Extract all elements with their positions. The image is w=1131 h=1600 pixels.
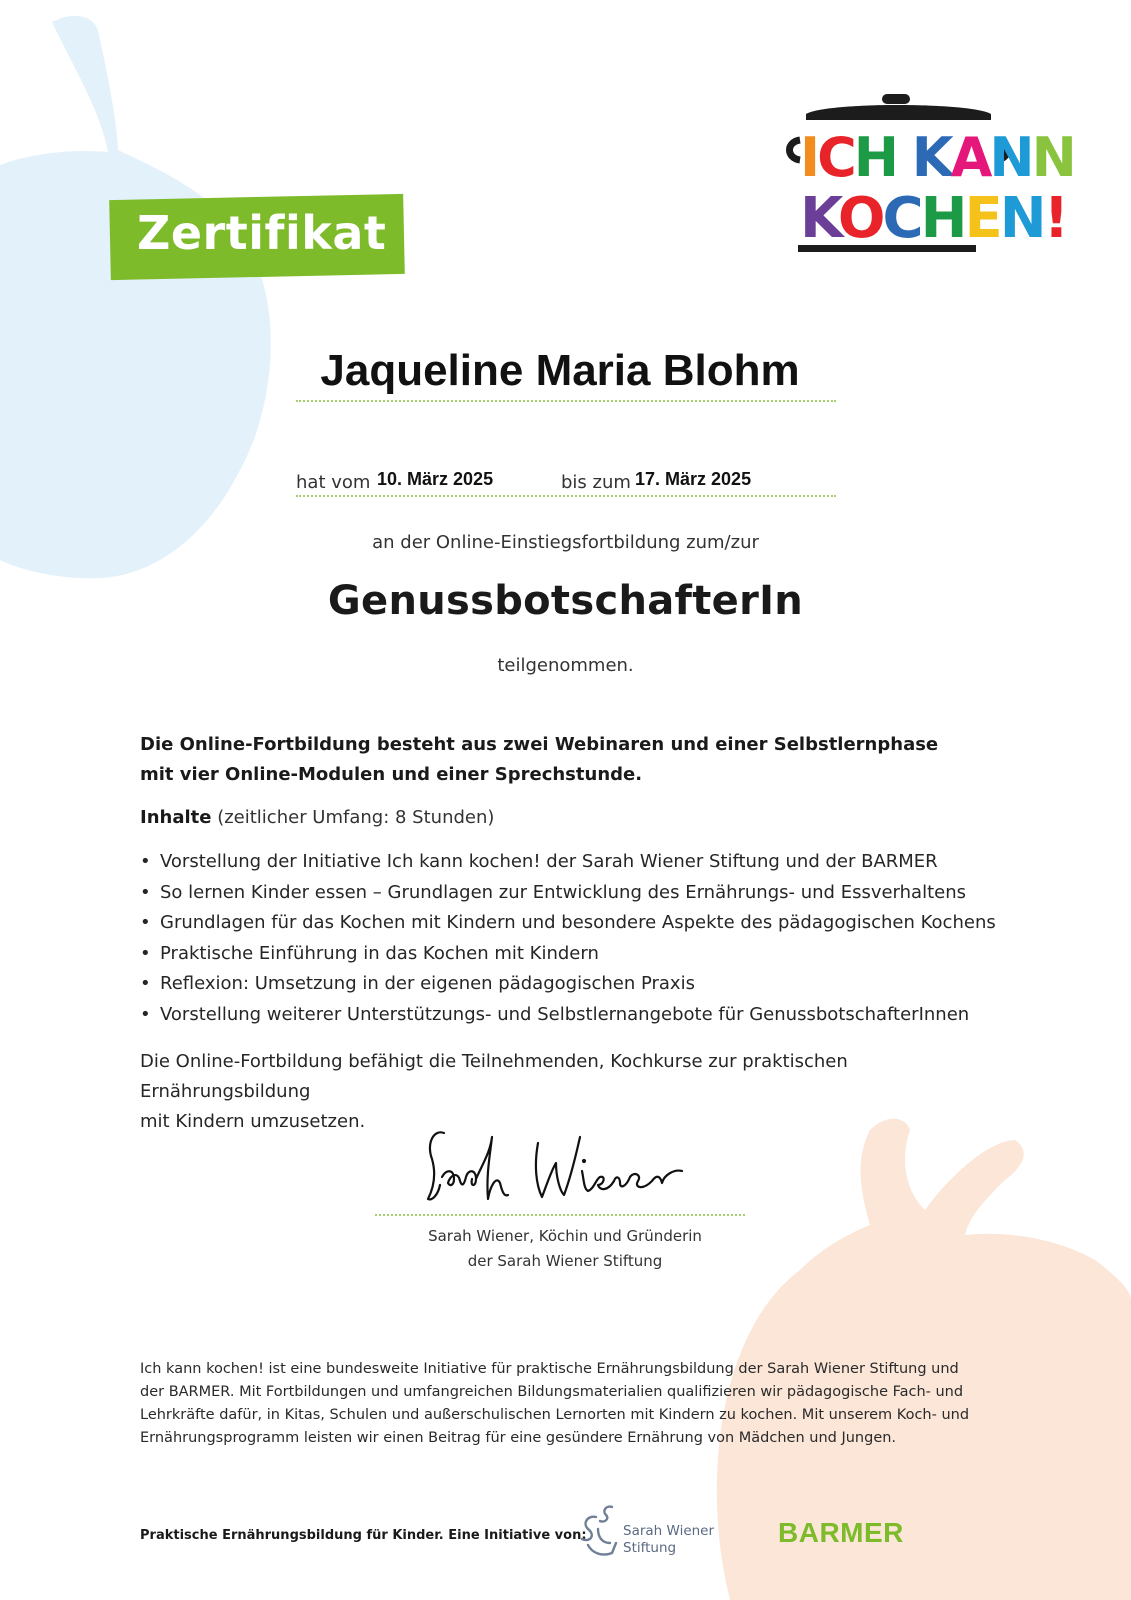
qualification-statement: [140, 1047, 1000, 1137]
list-item: • Reflexion: Umsetzung in der eigenen pädagogischen Praxis: [140, 969, 1040, 1000]
from-label: hat vom: [296, 472, 371, 493]
svg-text:ICH KANN: ICH KANN: [800, 126, 1074, 189]
list-item: • Grundlagen für das Kochen mit Kindern und besondere Aspekte des pädagogischen Kochens: [140, 908, 1040, 939]
initiative-description: [140, 1358, 970, 1450]
signature-caption: [375, 1224, 755, 1274]
to-label: bis zum: [561, 472, 631, 493]
certificate-badge-label: Zertifikat: [137, 206, 387, 260]
to-date: 17. März 2025: [635, 469, 752, 489]
sw-logo-line-1: Sarah Wiener: [623, 1523, 715, 1539]
description-line-2: mit vier Online-Modulen und einer Sprechstunde.: [140, 764, 643, 785]
signature-caption-line-2: der Sarah Wiener Stiftung: [467, 1252, 663, 1270]
qualification-line-2: mit Kindern umzusetzen.: [140, 1111, 366, 1132]
list-item: • Vorstellung der Initiative Ich kann kochen! der Sarah Wiener Stiftung und der BARMER: [140, 847, 1040, 878]
contents-list: [140, 847, 1040, 1030]
svg-text:KOCHEN!: KOCHEN!: [800, 186, 1067, 251]
course-intro: an der Online-Einstiegsfortbildung zum/zur: [372, 532, 759, 553]
contents-heading: [140, 807, 1000, 828]
footer-line: Lehrkräfte dafür, in Kitas, Schulen und außerschulischen Lernorten mit Kindern zu kochen. Mit unserem Koch- und: [140, 1407, 970, 1423]
name-underline: [296, 400, 836, 402]
footer-line: Ich kann kochen! ist eine bundesweite Initiative für praktische Ernährungsbildung der Sarah Wiener Stiftung und: [140, 1361, 959, 1377]
list-item: • So lernen Kinder essen – Grundlagen zur Entwicklung des Ernährungs- und Essverhaltens: [140, 878, 1040, 909]
from-date: 10. März 2025: [377, 469, 494, 489]
course-description: [140, 730, 1000, 790]
footer-line: Ernährungsprogramm leisten wir einen Beitrag für eine gesündere Ernährung von Mädchen und Jungen.: [140, 1430, 897, 1446]
participant-name: Jaqueline Maria Blohm: [320, 346, 800, 395]
sw-logo-line-2: Stiftung: [623, 1540, 677, 1556]
barmer-logo: BARMER: [778, 1517, 904, 1548]
description-line-1: Die Online-Fortbildung besteht aus zwei Webinaren und einer Selbstlernphase: [140, 734, 939, 755]
signature-line: [375, 1214, 745, 1216]
contents-scope: (zeitlicher Umfang: 8 Stunden): [217, 807, 495, 828]
signature-caption-line-1: Sarah Wiener, Köchin und Gründerin: [428, 1227, 702, 1245]
initiative-label: Praktische Ernährungsbildung für Kinder. Eine Initiative von:: [140, 1528, 587, 1543]
sarah-wiener-stiftung-logo-text: [623, 1523, 714, 1557]
list-item: • Vorstellung weiterer Unterstützungs- und Selbstlernangebote für GenussbotschafterInnen: [140, 1000, 1040, 1031]
contents-label: Inhalte: [140, 807, 212, 828]
course-title: GenussbotschafterIn: [327, 578, 804, 624]
course-suffix: teilgenommen.: [497, 655, 634, 676]
dates-underline: [296, 495, 836, 497]
list-item: • Praktische Einführung in das Kochen mit Kindern: [140, 939, 1040, 970]
pepper-shape: [0, 16, 271, 578]
handwritten-signature: [420, 1125, 710, 1210]
footer-line: der BARMER. Mit Fortbildungen und umfangreichen Bildungsmaterialien qualifizieren wir pädagogische Fach- und: [140, 1384, 964, 1400]
qualification-line-1: Die Online-Fortbildung befähigt die Teilnehmenden, Kochkurse zur praktischen Ernährungsbildung: [140, 1051, 848, 1102]
logo-text-1: ICH KANN: [786, 92, 791, 93]
ich-kann-kochen-logo: [786, 92, 1074, 262]
